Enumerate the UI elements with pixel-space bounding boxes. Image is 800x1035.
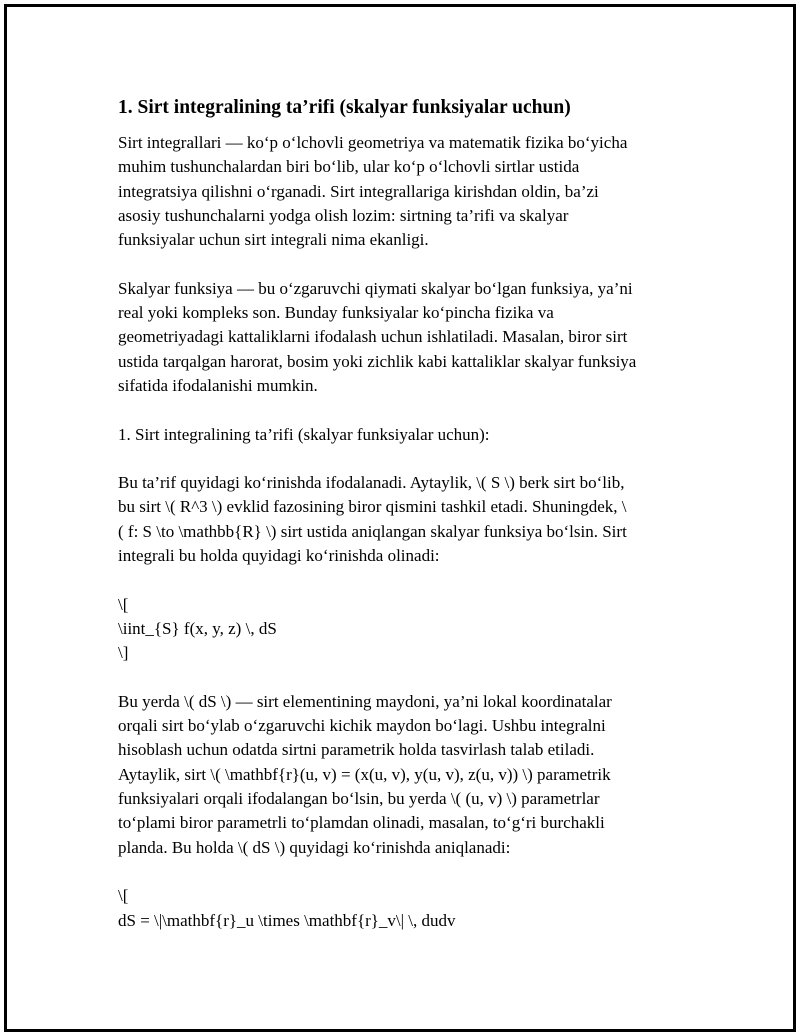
- formula-surface-integral: [118, 593, 688, 666]
- text-line: geometriyadagi kattaliklarni ifodalash uchun ishlatiladi. Masalan, biror sirt: [118, 327, 628, 347]
- text-line: funksiyalar uchun sirt integrali nima ekanligi.: [118, 230, 429, 250]
- text-line: to‘plami biror parametrli to‘plamdan olinadi, masalan, to‘g‘ri burchakli: [118, 813, 605, 833]
- page-frame: [4, 4, 796, 1032]
- text-line: 1. Sirt integralining ta’rifi (skalyar funksiyalar uchun):: [118, 424, 490, 444]
- text-line: funksiyalari orqali ifodalangan bo‘lsin, bu yerda \( (u, v) \) parametrlar: [118, 789, 600, 809]
- text-line: Bu yerda \( dS \) — sirt elementining maydoni, ya’ni lokal koordinatalar: [118, 691, 612, 711]
- text-line: hisoblash uchun odatda sirtni parametrik holda tasvirlash talab etiladi.: [118, 740, 595, 760]
- text-line: muhim tushunchalardan biri bo‘lib, ular ko‘p o‘lchovli sirtlar ustida: [118, 157, 580, 177]
- text-line: integratsiya qilishni o‘rganadi. Sirt integrallariga kirishdan oldin, ba’zi: [118, 181, 599, 201]
- paragraph-definition-title: [118, 423, 688, 447]
- text-line: Sirt integrallari — ko‘p o‘lchovli geometriya va matematik fizika bo‘yicha: [118, 133, 628, 152]
- text-line: Bu ta’rif quyidagi ko‘rinishda ifodalanadi. Aytaylik, \( S \) berk sirt bo‘lib,: [118, 473, 625, 493]
- text-line: Skalyar funksiya — bu o‘zgaruvchi qiymati skalyar bo‘lgan funksiya, ya’ni: [118, 278, 633, 298]
- paragraph-intro: [118, 131, 688, 252]
- text-line: ustida tarqalgan harorat, bosim yoki zichlik kabi kattaliklar skalyar funksiya: [118, 351, 637, 371]
- text-line: bu sirt \( R^3 \) evklid fazosining biror qismini tashkil etadi. Shuningdek, \: [118, 497, 627, 517]
- paragraph-definition: [118, 471, 688, 568]
- formula-line: \iint_{S} f(x, y, z) \, dS: [118, 618, 277, 638]
- text-line: orqali sirt bo‘ylab o‘zgaruvchi kichik maydon bo‘lagi. Ushbu integralni: [118, 716, 606, 736]
- paragraph-scalar-function: [118, 277, 688, 398]
- text-line: ( f: S \to \mathbb{R} \) sirt ustida aniqlangan skalyar funksiya bo‘lsin. Sirt: [118, 521, 627, 541]
- paragraph-surface-element: [118, 690, 688, 860]
- text-line: integrali bu holda quyidagi ko‘rinishda olinadi:: [118, 546, 440, 566]
- formula-line: \[: [118, 594, 129, 614]
- section-heading: 1. Sirt integralining ta’rifi (skalyar funksiyalar uchun): [118, 97, 571, 118]
- text-line: asosiy tushunchalarni yodga olish lozim: sirtning ta’rifi va skalyar: [118, 205, 569, 225]
- document-body: [118, 95, 688, 933]
- text-line: real yoki kompleks son. Bunday funksiyalar ko‘pincha fizika va: [118, 303, 554, 323]
- text-line: Aytaylik, sirt \( \mathbf{r}(u, v) = (x(u, v), y(u, v), z(u, v)) \) parametrik: [118, 764, 611, 784]
- formula-line: \]: [118, 643, 129, 663]
- text-line: planda. Bu holda \( dS \) quyidagi ko‘rinishda aniqlanadi:: [118, 837, 511, 857]
- text-line: sifatida ifodalanishi mumkin.: [118, 375, 318, 395]
- formula-line: \[: [118, 886, 129, 906]
- formula-line: dS = \|\mathbf{r}_u \times \mathbf{r}_v\| \, dudv: [118, 910, 456, 930]
- formula-ds: [118, 884, 688, 933]
